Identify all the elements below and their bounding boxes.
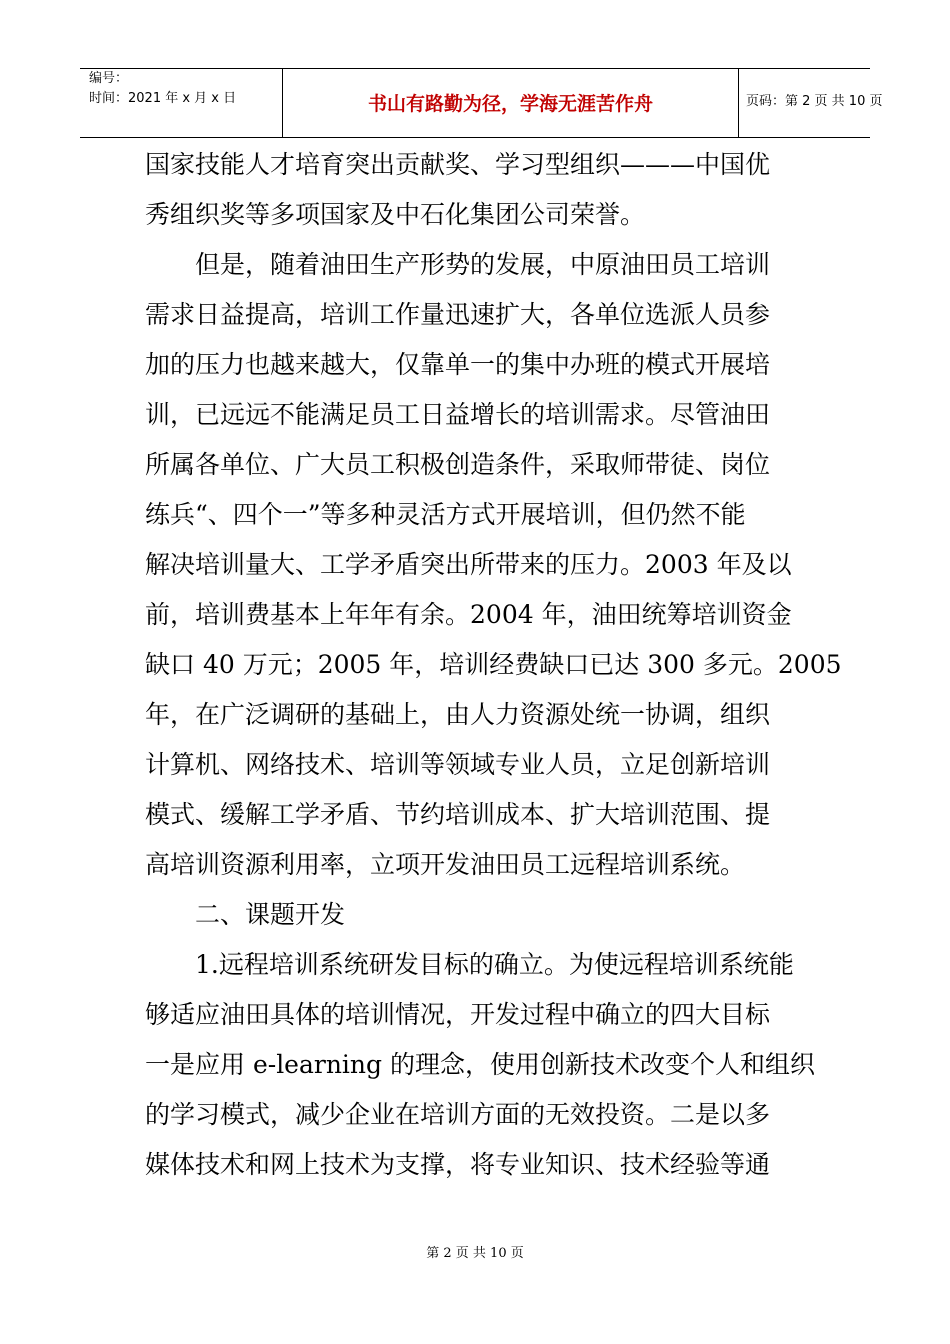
- document-body: [145, 140, 842, 1190]
- body-line: 训，已远远不能满足员工日益增长的培训需求。尽管油田: [145, 400, 771, 429]
- body-line: 年，在广泛调研的基础上，由人力资源处统一协调，组织: [145, 700, 771, 729]
- body-line: 缺口 40 万元；2005 年，培训经费缺口已达 300 多元。2005: [145, 650, 842, 679]
- body-line: 模式、缓解工学矛盾、节约培训成本、扩大培训范围、提: [145, 800, 771, 829]
- body-line: 1.远程培训系统研发目标的确立。为使远程培训系统能: [195, 950, 794, 979]
- body-line: 但是，随着油田生产形势的发展，中原油田员工培训: [195, 250, 771, 279]
- body-line: 媒体技术和网上技术为支撑，将专业知识、技术经验等通: [145, 1150, 771, 1179]
- document-code: 编号：: [89, 71, 129, 86]
- motto: 书山有路勤为径，学海无涯苦作舟: [367, 93, 653, 115]
- body-line: 够适应油田具体的培训情况，开发过程中确立的四大目标: [145, 1000, 771, 1029]
- body-line: 前，培训费基本上年年有余。2004 年，油田统筹培训资金: [145, 600, 792, 629]
- body-line: 加的压力也越来越大，仅靠单一的集中办班的模式开展培: [145, 350, 771, 379]
- body-line: 国家技能人才培育突出贡献奖、学习型组织———中国优: [145, 150, 771, 179]
- body-line: 所属各单位、广大员工积极创造条件，采取师带徒、岗位: [145, 450, 771, 479]
- body-line: 的学习模式，减少企业在培训方面的无效投资。二是以多: [145, 1100, 771, 1129]
- section-heading: 二、课题开发: [195, 900, 346, 929]
- body-line: 高培训资源利用率，立项开发油田员工远程培训系统。: [145, 850, 746, 879]
- body-line: 练兵“、四个一”等多种灵活方式开展培训，但仍然不能: [145, 500, 746, 529]
- document-date: 时间：2021 年 x 月 x 日: [89, 91, 237, 106]
- header-motto-cell: [282, 69, 739, 137]
- header-page-number: 页码：第 2 页 共 10 页: [746, 94, 883, 109]
- body-line: 解决培训量大、工学矛盾突出所带来的压力。2003 年及以: [145, 550, 792, 579]
- header-meta-cell: [80, 69, 282, 137]
- body-line: 一是应用 e-learning 的理念，使用创新技术改变个人和组织: [145, 1050, 815, 1079]
- body-line: 秀组织奖等多项国家及中石化集团公司荣誉。: [145, 200, 646, 229]
- footer-page-number: 第 2 页 共 10 页: [426, 1246, 524, 1261]
- header-table: [80, 68, 883, 138]
- body-line: 计算机、网络技术、培训等领域专业人员，立足创新培训: [145, 750, 771, 779]
- header-page-cell: [738, 69, 883, 137]
- body-line: 需求日益提高，培训工作量迅速扩大，各单位选派人员参: [145, 300, 771, 329]
